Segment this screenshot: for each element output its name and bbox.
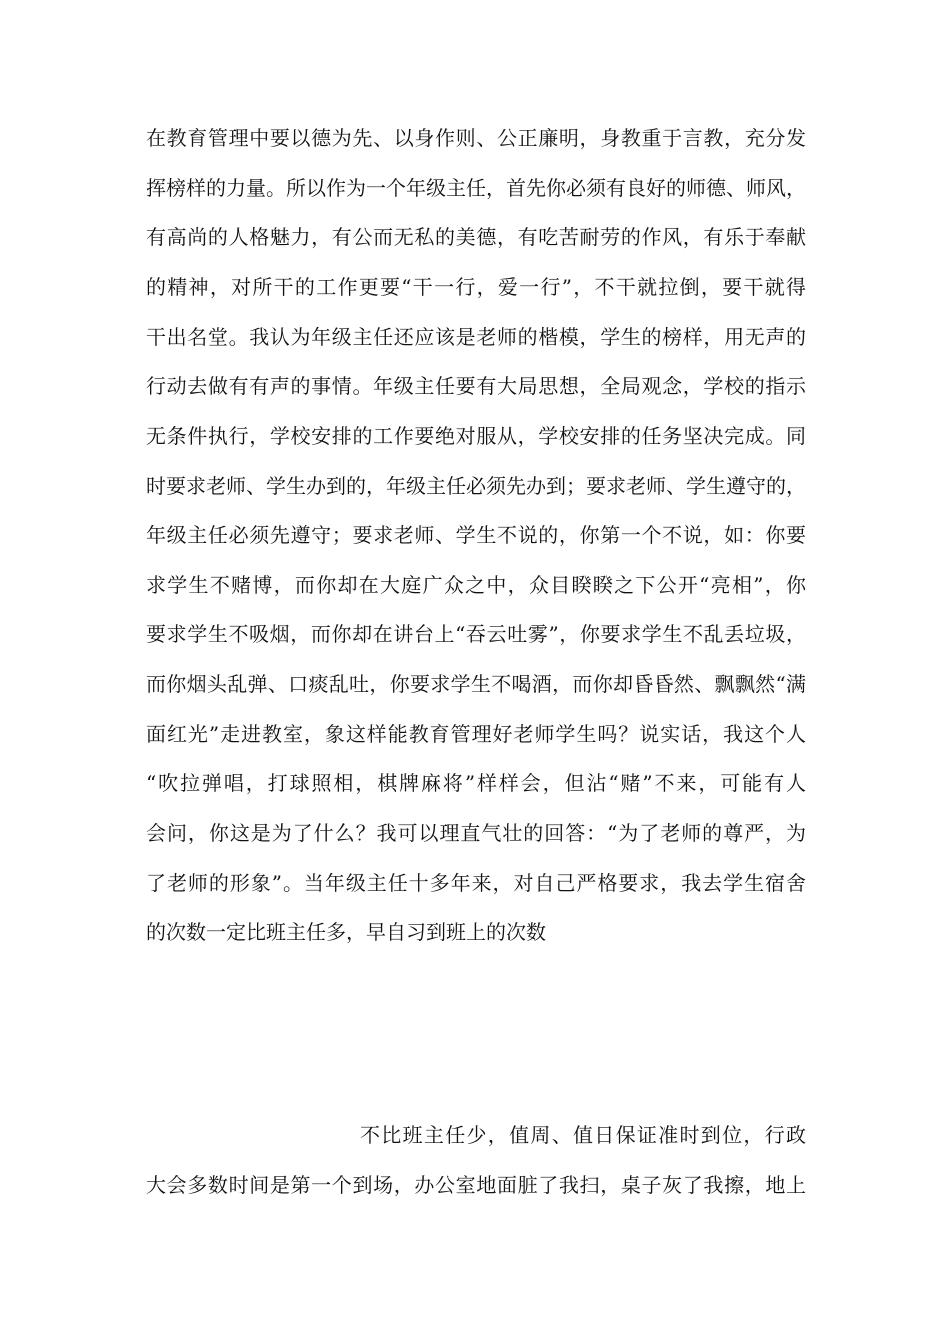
text-line: 时要求老师、学生办到的，年级主任必须先办到；要求老师、学生遵守的， [146,474,806,498]
text-line: 了老师的形象”。当年级主任十多年来，对自己严格要求，我去学生宿舍 [146,871,806,895]
text-line: 无条件执行，学校安排的工作要绝对服从，学校安排的任务坚决完成。同 [146,424,806,448]
text-line: 会问，你这是为了什么？我可以理直气壮的回答：“为了老师的尊严，为 [146,821,806,845]
text-line: 干出名堂。我认为年级主任还应该是老师的楷模，学生的榜样，用无声的 [146,325,806,349]
text-line: 有高尚的人格魅力，有公而无私的美德，有吃苦耐劳的作风，有乐于奉献 [146,225,806,249]
text-line: 要求学生不吸烟，而你却在讲台上“吞云吐雾”，你要求学生不乱丢垃圾， [146,622,806,646]
text-line: “吹拉弹唱，打球照相，棋牌麻将”样样会，但沾“赌”不来，可能有人 [146,771,806,795]
text-line: 年级主任必须先遵守；要求老师、学生不说的，你第一个不说，如：你要 [146,523,806,547]
text-line: 而你烟头乱弹、口痰乱吐，你要求学生不喝酒，而你却昏昏然、飘飘然“满 [146,672,806,696]
text-line: 挥榜样的力量。所以作为一个年级主任，首先你必须有良好的师德、师风， [146,176,806,200]
text-line: 在教育管理中要以德为先、以身作则、公正廉明，身教重于言教，充分发 [146,126,806,150]
text-line: 行动去做有有声的事情。年级主任要有大局思想，全局观念，学校的指示 [146,374,806,398]
text-line: 的次数一定比班主任多，早自习到班上的次数 [146,920,546,944]
text-line: 的精神，对所干的工作更要“干一行，爱一行”，不干就拉倒，要干就得 [146,275,806,299]
text-line: 面红光”走进教室，象这样能教育管理好老师学生吗？说实话，我这个人 [146,722,806,746]
text-line: 不比班主任少，值周、值日保证准时到位，行政 [360,1123,806,1147]
text-line: 大会多数时间是第一个到场，办公室地面脏了我扫，桌子灰了我擦，地上 [146,1173,806,1197]
text-line: 求学生不赌博，而你却在大庭广众之中，众目睽睽之下公开“亮相”，你 [146,573,806,597]
